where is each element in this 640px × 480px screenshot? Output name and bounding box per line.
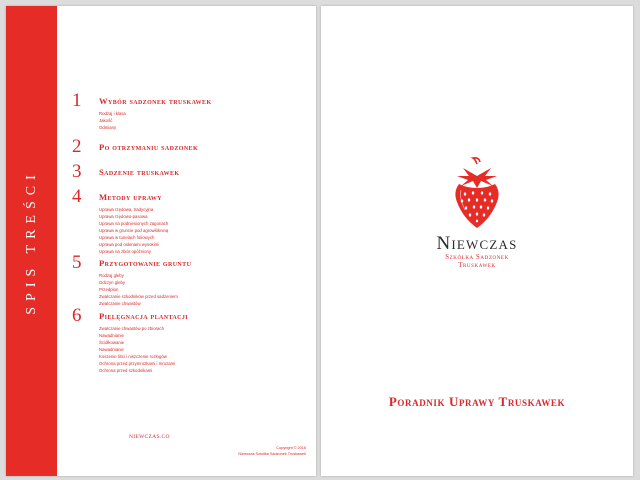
strawberry-icon xyxy=(449,156,505,230)
toc-section-number: 3 xyxy=(72,161,82,182)
brand-subtitle-line2: Truskawek xyxy=(458,261,496,269)
toc-section-number: 4 xyxy=(72,186,82,207)
toc-section-6[interactable] xyxy=(72,305,308,379)
toc-section-number: 5 xyxy=(72,252,82,273)
toc-section-2[interactable] xyxy=(72,136,308,165)
toc-item[interactable]: Uprawa rzędowo-pasowa xyxy=(99,214,148,219)
toc-section-4[interactable] xyxy=(72,186,308,256)
toc-section-3[interactable] xyxy=(72,161,308,190)
toc-section-title[interactable]: Sadzenie truskawek xyxy=(99,167,180,177)
toc-section-title[interactable]: Przygotowanie gruntu xyxy=(99,258,192,268)
toc-page xyxy=(6,6,316,476)
toc-item[interactable]: Uprawa na podniesionych zagonach xyxy=(99,221,169,226)
toc-item[interactable]: Koszenie liści i niszczenie rozłogów xyxy=(99,354,167,359)
toc-section-number: 2 xyxy=(72,136,82,157)
guide-title: Poradnik Uprawy Truskawek xyxy=(388,394,566,409)
toc-section-1[interactable] xyxy=(72,90,308,140)
toc-heading: SPIS TREŚCI xyxy=(24,169,39,315)
toc-item[interactable]: Odczyn gleby xyxy=(99,280,126,285)
toc-item[interactable]: Zwalczanie chwastów po zbiorach xyxy=(99,326,164,331)
toc-section-title[interactable]: Wybór sadzonek truskawek xyxy=(99,96,212,106)
brand-subtitle-line1: Szkółka Sadzonek xyxy=(445,254,509,261)
toc-item[interactable]: Jakość xyxy=(99,118,113,123)
toc-item[interactable]: Zwalczanie chwastów xyxy=(99,301,141,306)
brand-name: Niewczas xyxy=(436,233,518,254)
copyright-line: Copyright © 2016 xyxy=(276,446,306,450)
toc-item[interactable]: Ściółkowanie xyxy=(99,340,125,345)
toc-section-5[interactable] xyxy=(72,252,308,309)
toc-item[interactable]: Ochrona przed przymrozkami i mrozami xyxy=(99,361,176,366)
copyright-owner-line: Niewczas Szkółka Sadzonek Truskawek xyxy=(238,452,306,456)
toc-item[interactable]: Przedplon xyxy=(99,287,119,292)
toc-item[interactable]: Uprawa w gruncie pod agrowłókniną xyxy=(99,228,169,233)
footer-website[interactable]: NIEWCZAS.CO xyxy=(129,434,170,440)
toc-item[interactable]: Uprawa w tunelach foliowych xyxy=(99,235,155,240)
toc-item[interactable]: Uprawa na zbiór opóźniony xyxy=(99,249,152,254)
toc-item[interactable]: Zwalczanie szkodników przed sadzeniem xyxy=(99,294,178,299)
toc-item[interactable]: Rodzaj gleby xyxy=(99,273,124,278)
toc-item[interactable]: Odmiany xyxy=(99,125,117,130)
footer-copyright xyxy=(238,445,306,457)
toc-item[interactable]: Nawadnianie xyxy=(99,333,124,338)
toc-item[interactable]: Uprawa pod osłonami wysokimi xyxy=(99,242,160,247)
toc-item[interactable]: Uprawa rzędowa, tradycyjna xyxy=(99,207,154,212)
cover-page xyxy=(321,6,633,476)
brand-logo xyxy=(321,156,633,269)
red-side-band xyxy=(6,6,57,476)
toc-section-title[interactable]: Pielęgnacja plantacji xyxy=(99,311,189,321)
toc-section-number: 6 xyxy=(72,305,82,326)
toc-item[interactable]: Rodzaj i klasa xyxy=(99,111,126,116)
toc-section-title[interactable]: Po otrzymaniu sadzonek xyxy=(99,142,199,152)
toc-item[interactable]: Ochrona przed szkodnikami xyxy=(99,368,153,373)
table-of-contents xyxy=(72,90,308,379)
toc-section-number: 1 xyxy=(72,90,82,111)
toc-item[interactable]: Nawadnianie xyxy=(99,347,124,352)
toc-section-title[interactable]: Metody uprawy xyxy=(99,192,163,202)
